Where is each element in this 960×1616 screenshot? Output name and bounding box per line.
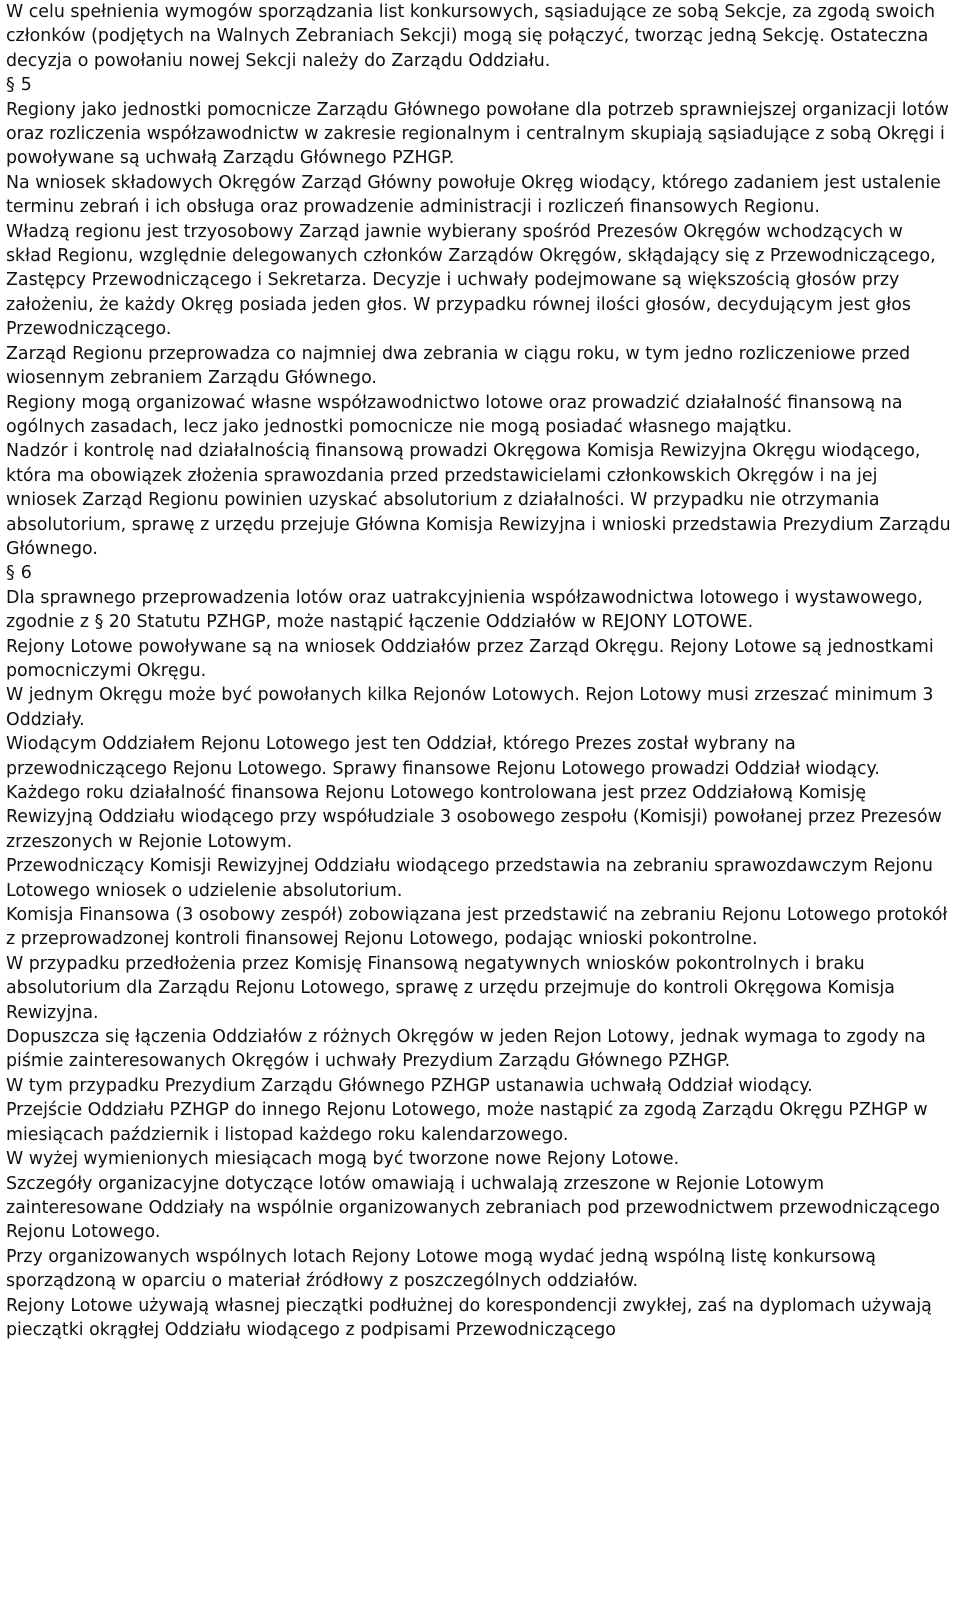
paragraph: Dopuszcza się łączenia Oddziałów z różnych Okręgów w jeden Rejon Lotowy, jednak wymaga to zgody na piśmie zainteresowanych Okręgów i uchwały Prezydium Zarządu Głównego PZHGP. [6,1027,926,1072]
paragraph: Dla sprawnego przeprowadzenia lotów oraz uatrakcyjnienia współzawodnictwa lotowego i wystawowego, zgodnie z § 20 Statutu PZHGP, może nastąpić łączenie Oddziałów w REJONY LOTOWE. [6,587,923,633]
paragraph: Przy organizowanych wspólnych lotach Rejony Lotowe mogą wydać jedną wspólną listę konkursową sporządzoną w oparciu o materiał źródłowy z poszczególnych oddziałów. [6,1246,876,1292]
paragraph: Regiony mogą organizować własne współzawodnictwo lotowe oraz prowadzić działalność finansową na ogólnych zasadach, lecz jako jednostki pomocnicze nie mogą posiadać własnego majątku. [6,392,903,437]
section-number: 5 [20,75,32,96]
paragraph: Na wniosek składowych Okręgów Zarząd Główny powołuje Okręg wiodący, którego zadaniem jest ustalenie terminu zebrań i ich obsługa oraz prowadzenie administracji i rozliczeń finansowych Regionu. [6,172,941,218]
paragraph: W celu spełnienia wymogów sporządzania list konkursowych, sąsiadujące ze sobą Sekcje, za zgodą swoich członków (podjętych na Walnych Zebraniach Sekcji) mogą się połączyć, tworząc jedną Sekcję. Ostateczna decyzja o powołaniu nowej Sekcji należy do Zarządu Oddziału. [6,2,936,71]
section-heading [6,561,952,585]
section-number: 6 [20,563,32,584]
paragraph: W wyżej wymienionych miesiącach mogą być tworzone nowe Rejony Lotowe. [6,1149,680,1170]
section-heading [6,73,952,97]
section-symbol: § [6,563,15,584]
paragraph: Nadzór i kontrolę nad działalnością finansową prowadzi Okręgowa Komisja Rewizyjna Okręgu wiodącego, która ma obowiązek złożenia sprawozdania przed przedstawicielami członkowskich Okręgów i na jej wniosek Zarząd Regionu powinien uzyskać absolutorium z działalności. W przypadku nie otrzymania absolutorium, sprawę z urzędu przejuje Główna Komisja Rewizyjna i wnioski przedstawia Prezydium Zarządu Głównego. [6,441,951,559]
paragraph: Rejony Lotowe powoływane są na wniosek Oddziałów przez Zarząd Okręgu. Rejony Lotowe są jednostkami pomocniczymi Okręgu. [6,636,934,681]
paragraph: Komisja Finansowa (3 osobowy zespół) zobowiązana jest przedstawić na zebraniu Rejonu Lotowego protokół z przeprowadzonej kontroli finansowej Rejonu Lotowego, podając wnioski pokontrolne. [6,905,948,950]
paragraph: Rejony Lotowe używają własnej pieczątki podłużnej do korespondencji zwykłej, zaś na dyplomach używają pieczątki okrągłej Oddziału wiodącego z podpisami Przewodniczącego [6,1295,932,1340]
paragraph: W tym przypadku Prezydium Zarządu Głównego PZHGP ustanawia uchwałą Oddział wiodący. [6,1075,813,1096]
paragraph: Przewodniczący Komisji Rewizyjnej Oddziału wiodącego przedstawia na zebraniu sprawozdawczym Rejonu Lotowego wniosek o udzielenie absolutorium. [6,856,933,901]
paragraph: Zarząd Regionu przeprowadza co najmniej dwa zebrania w ciągu roku, w tym jedno rozliczeniowe przed wiosennym zebraniem Zarządu Głównego. [6,343,911,389]
paragraph: Wiodącym Oddziałem Rejonu Lotowego jest ten Oddział, którego Prezes został wybrany na przewodniczącego Rejonu Lotowego. Sprawy finansowe Rejonu Lotowego prowadzi Oddział wiodący. Każdego roku działalność finansowa Rejonu Lotowego kontrolowana jest przez Oddziałową Komisję Rewizyjną Oddziału wiodącego przy współudziale 3 osobowego zespołu (Komisji) powołanej przez Prezesów zrzeszonych w Rejonie Lotowym. [6,734,942,852]
paragraph: W przypadku przedłożenia przez Komisję Finansową negatywnych wniosków pokontrolnych i braku absolutorium dla Zarządu Rejonu Lotowego, sprawę z urzędu przejmuje do kontroli Okręgowa Komisja Rewizyjna. [6,953,895,1023]
paragraph: Przejście Oddziału PZHGP do innego Rejonu Lotowego, może nastąpić za zgodą Zarządu Okręgu PZHGP w miesiącach październik i listopad każdego roku kalendarzowego. [6,1100,928,1145]
paragraph: Regiony jako jednostki pomocnicze Zarządu Głównego powołane dla potrzeb sprawniejszej organizacji lotów oraz rozliczenia współzawodnictw w zakresie regionalnym i centralnym skupiają sąsiadujące z sobą Okręgi i powoływane są uchwałą Zarządu Głównego PZHGP. [6,99,949,169]
paragraph: W jednym Okręgu może być powołanych kilka Rejonów Lotowych. Rejon Lotowy musi zrzeszać minimum 3 Oddziały. [6,685,934,730]
paragraph: Władzą regionu jest trzyosobowy Zarząd jawnie wybierany spośród Prezesów Okręgów wchodzących w skład Regionu, względnie delegowanych członków Zarządów Okręgów, skłądający się z Przewodniczącego, Zastępcy Przewodniczącego i Sekretarza. Decyzje i uchwały podejmowane są większością głosów przy założeniu, że każdy Okręg posiada jeden głos. W przypadku równej ilości głosów, decydującym jest głos Przewodniczącego. [6,221,936,340]
paragraph: Szczegóły organizacyjne dotyczące lotów omawiają i uchwalają zrzeszone w Rejonie Lotowym zainteresowane Oddziały na wspólnie organizowanych zebraniach pod przewodnictwem przewodniczącego Rejonu Lotowego. [6,1173,940,1243]
section-symbol: § [6,75,15,96]
document-body [6,0,952,1342]
